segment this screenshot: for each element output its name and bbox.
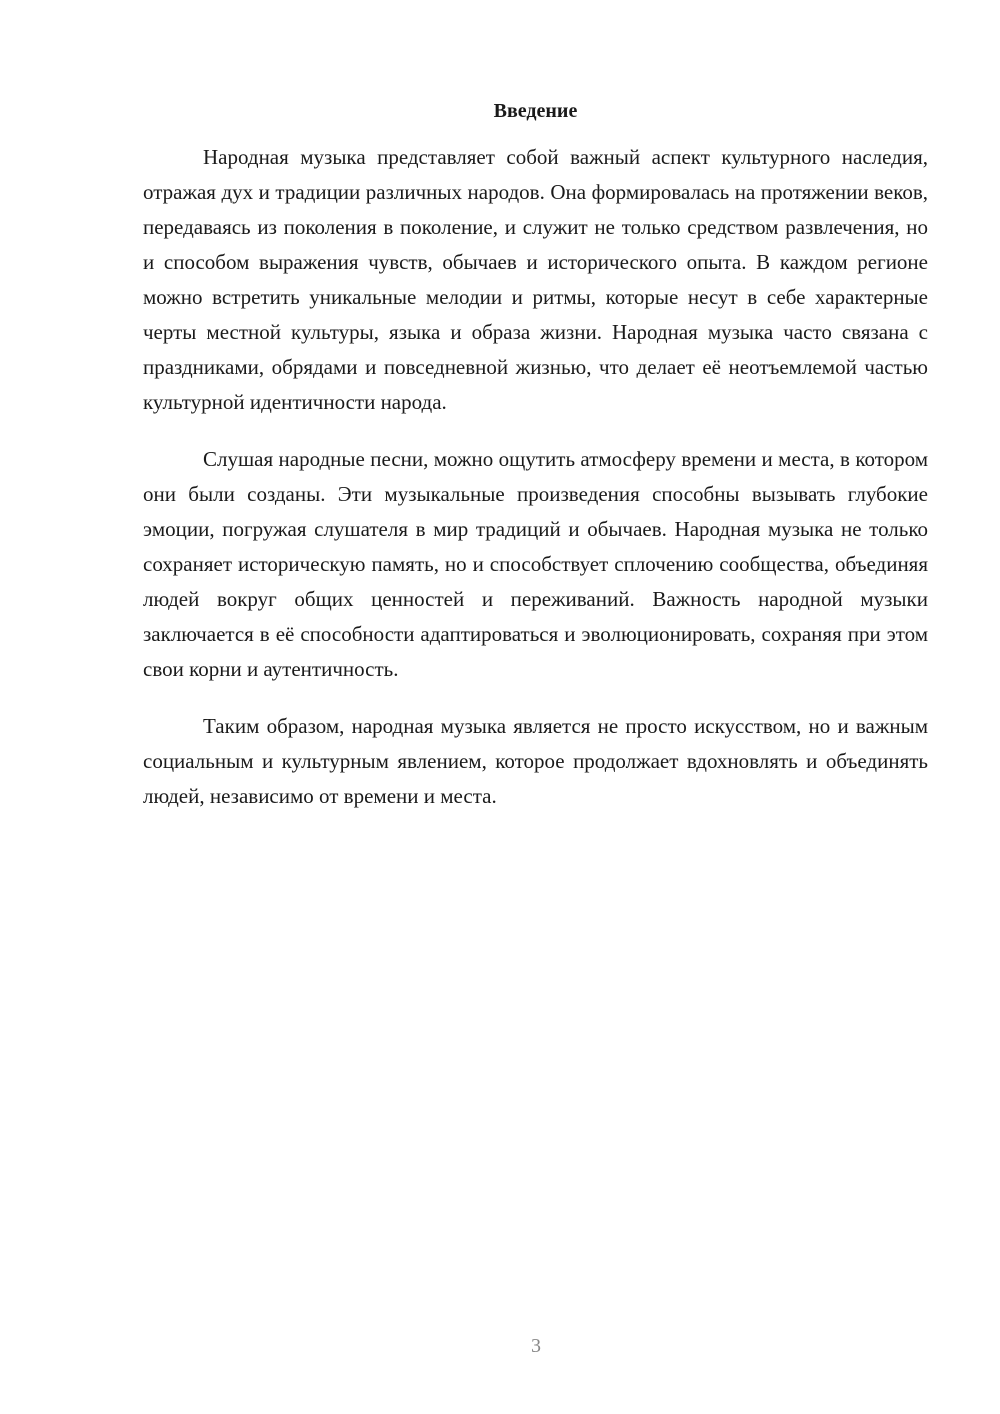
section-title: Введение [493, 100, 578, 122]
paragraph-3: Таким образом, народная музыка является не просто искусством, но и важным социальным и культурным явлением, которое продолжает вдохновлять и объединять людей, независимо от времени и места. [143, 714, 928, 808]
paragraph-2: Слушая народные песни, можно ощутить атмосферу времени и места, в котором они были созданы. Эти музыкальные произведения способны вызывать глубокие эмоции, погружая слушателя в мир традиций и обычаев. Народная музыка не только сохраняет историческую память, но и способствует сплочению сообщества, объединяя людей вокруг общих ценностей и переживаний. Важность народной музыки заключается в её способности адаптироваться и эволюционировать, сохраняя при этом свои корни и аутентичность. [143, 447, 928, 681]
page-content [143, 96, 928, 836]
page-number: 3 [531, 1335, 541, 1357]
paragraph-1: Народная музыка представляет собой важный аспект культурного наследия, отражая дух и традиции различных народов. Она формировалась на протяжении веков, передаваясь из поколения в поколение, и служит не только средством развлечения, но и способом выражения чувств, обычаев и исторического опыта. В каждом регионе можно встретить уникальные мелодии и ритмы, которые несут в себе характерные черты местной культуры, языка и образа жизни. Народная музыка часто связана с праздниками, обрядами и повседневной жизнью, что делает её неотъемлемой частью культурной идентичности народа. [143, 145, 928, 414]
